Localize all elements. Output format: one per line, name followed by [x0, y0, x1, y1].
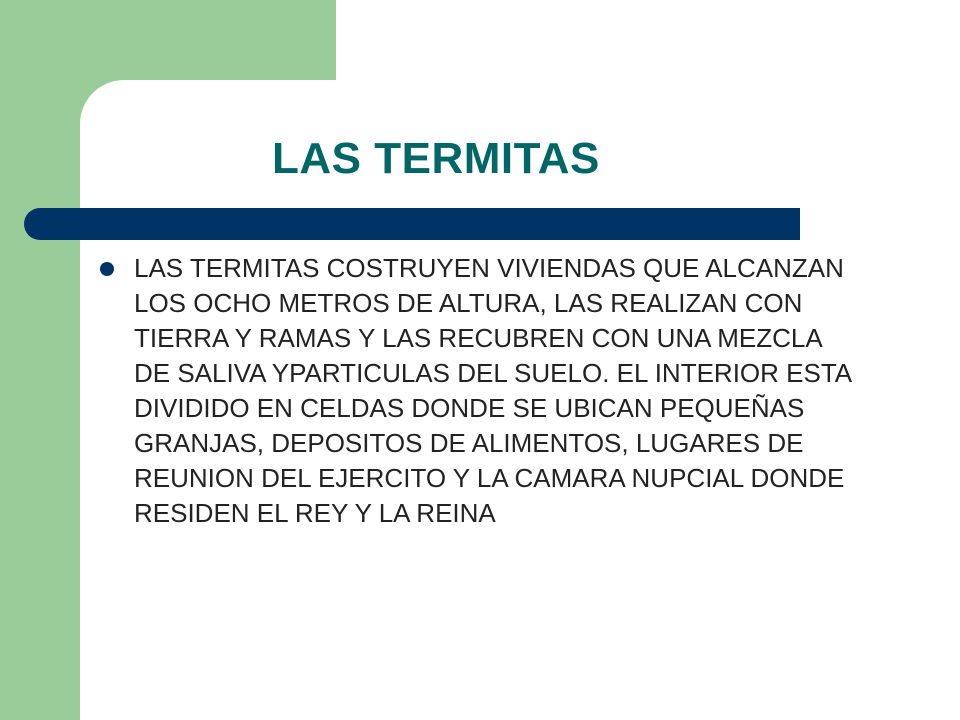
- bullet-dot-icon: [100, 262, 114, 276]
- bullet-text: LAS TERMITAS COSTRUYEN VIVIENDAS QUE ALCANZAN LOS OCHO METROS DE ALTURA, LAS REALIZAN CON TIERRA Y RAMAS Y LAS RECUBREN CON UNA MEZCLA DE SALIVA YPARTICULAS DEL SUELO. EL INTERIOR ESTA DIVIDIDO EN CELDAS DONDE SE UBICAN PEQUEÑAS GRANJAS, DEPOSITOS DE ALIMENTOS, LUGARES DE REUNION DEL EJERCITO Y LA CAMARA NUPCIAL DONDE RESIDEN EL REY Y LA REINA: [134, 253, 851, 528]
- bullet-list: [100, 251, 860, 531]
- title-divider-bar: [24, 208, 800, 240]
- bullet-item: [100, 251, 860, 531]
- slide-title: LAS TERMITAS: [272, 134, 600, 183]
